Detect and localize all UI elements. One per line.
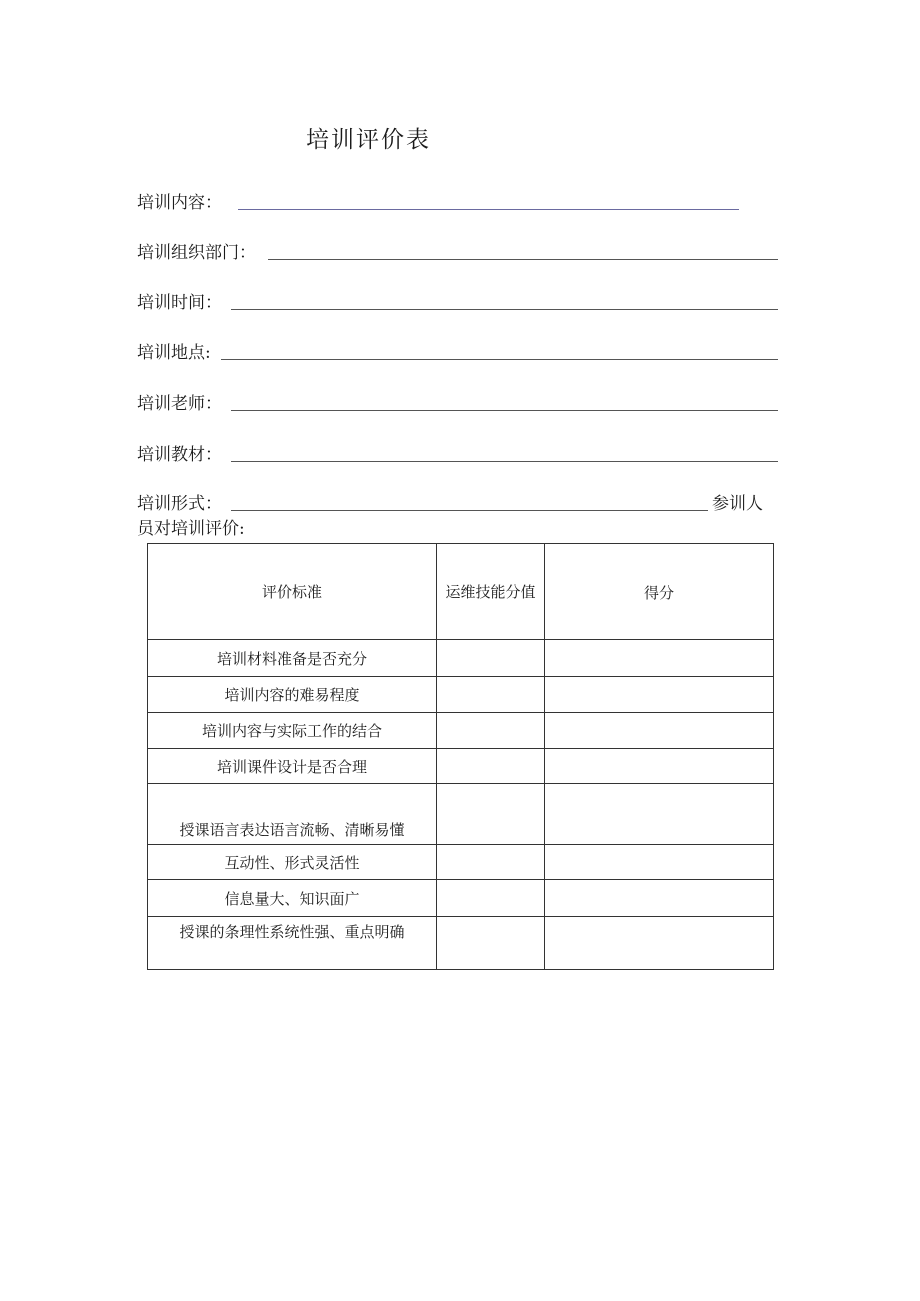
table-header-row	[148, 544, 774, 640]
field-label: 培训内容：	[137, 193, 222, 213]
table-row	[148, 784, 774, 845]
score-value-cell[interactable]	[437, 880, 545, 917]
score-value-cell[interactable]	[437, 784, 545, 845]
field-label: 培训教材：	[137, 445, 222, 465]
training-materials-input-line[interactable]	[231, 461, 778, 462]
table-row	[148, 713, 774, 749]
field-label: 培训地点:	[137, 343, 211, 363]
field-label: 培训时间：	[137, 293, 222, 313]
score-value-cell[interactable]	[437, 640, 545, 677]
header-score: 得分	[545, 544, 774, 640]
form-title: 培训评价表	[306, 127, 431, 153]
training-time-input-line[interactable]	[231, 309, 778, 310]
criterion-cell: 培训材料准备是否充分	[148, 640, 437, 677]
trainer-input-line[interactable]	[231, 410, 778, 411]
header-skill-score-value: 运维技能分值	[437, 544, 545, 640]
table-row	[148, 640, 774, 677]
participant-evaluation-heading-end: 员对培训评价:	[137, 519, 245, 539]
score-cell[interactable]	[545, 640, 774, 677]
header-criteria: 评价标准	[148, 544, 437, 640]
evaluation-table	[147, 543, 774, 970]
score-value-cell[interactable]	[437, 917, 545, 970]
organizing-department-input-line[interactable]	[268, 259, 778, 260]
score-value-cell[interactable]	[437, 749, 545, 784]
table-row	[148, 749, 774, 784]
training-format-input-line[interactable]	[231, 510, 708, 511]
score-value-cell[interactable]	[437, 713, 545, 749]
criterion-cell: 授课语言表达语言流畅、清晰易懂	[148, 784, 437, 845]
training-content-input-line[interactable]	[238, 209, 739, 210]
criterion-cell: 培训课件设计是否合理	[148, 749, 437, 784]
score-cell[interactable]	[545, 917, 774, 970]
score-cell[interactable]	[545, 784, 774, 845]
criterion-cell: 培训内容与实际工作的结合	[148, 713, 437, 749]
criterion-cell: 信息量大、知识面广	[148, 880, 437, 917]
score-cell[interactable]	[545, 749, 774, 784]
score-cell[interactable]	[545, 713, 774, 749]
criterion-cell: 培训内容的难易程度	[148, 677, 437, 713]
score-cell[interactable]	[545, 845, 774, 880]
score-cell[interactable]	[545, 677, 774, 713]
table-row	[148, 917, 774, 970]
score-value-cell[interactable]	[437, 677, 545, 713]
score-value-cell[interactable]	[437, 845, 545, 880]
field-label: 培训组织部门：	[137, 243, 256, 263]
score-cell[interactable]	[545, 880, 774, 917]
participant-evaluation-heading-start: 参训人	[712, 494, 763, 514]
field-label: 培训老师：	[137, 394, 222, 414]
field-label: 培训形式：	[137, 494, 222, 514]
table-row	[148, 880, 774, 917]
table-row	[148, 845, 774, 880]
training-location-input-line[interactable]	[221, 359, 778, 360]
criterion-cell: 授课的条理性系统性强、重点明确	[148, 917, 437, 970]
criterion-cell: 互动性、形式灵活性	[148, 845, 437, 880]
table-row	[148, 677, 774, 713]
